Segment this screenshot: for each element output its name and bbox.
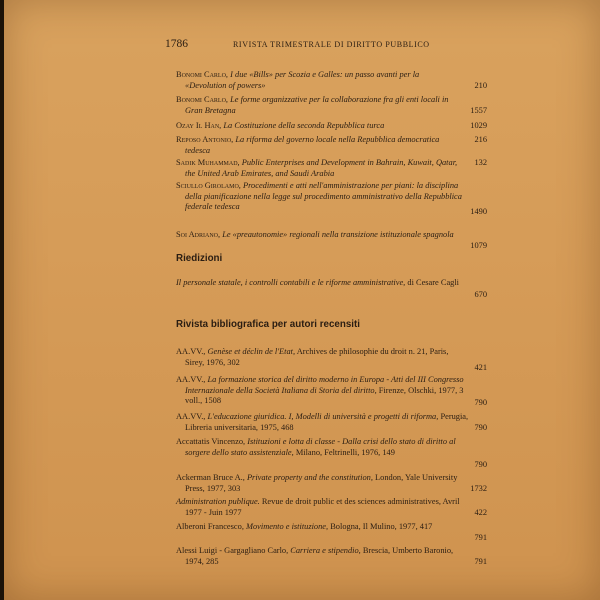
entry-title: Administration publique. (176, 497, 260, 506)
entry-page: 1732 (470, 484, 487, 493)
page-number: 1786 (165, 38, 188, 50)
entry-author: Reposo Antonio, (176, 135, 234, 144)
list-item (176, 437, 469, 458)
entry-author: Alberoni Francesco, (176, 522, 244, 531)
section-heading-rivista: Rivista bibliografica per autori recensiti (176, 319, 361, 330)
entry-page: 1490 (470, 207, 487, 216)
list-item (176, 230, 462, 241)
entry-detail: Brescia, Umberto Baronio, 1974, 285 (185, 546, 454, 566)
entry-page: 132 (474, 158, 487, 167)
running-head: RIVISTA TRIMESTRALE DI DIRITTO PUBBLICO (233, 40, 430, 49)
list-item (176, 546, 469, 567)
entry-page: 790 (474, 398, 487, 407)
entry-author: Sciullo Girolamo, (176, 181, 241, 190)
entry-title: Movimento e istituzione, (246, 522, 329, 531)
list-item (176, 121, 462, 132)
entry-detail: Revue de droit public et des sciences administratives, Avril 1977 - Juin 1977 (185, 497, 460, 517)
list-item (176, 412, 469, 433)
entry-title: Public Enterprises and Development in Bahrain, Kuwait, Qatar, the United Arab Emirates, and Saudi Arabia (185, 158, 458, 178)
entry-title: La formazione storica del diritto moderno in Europa - Atti del III Congresso Internazionale della Società Italiana di Storia del diritto, (185, 375, 464, 395)
list-item (176, 70, 462, 91)
entry-author: Bonomi Carlo, (176, 95, 229, 104)
entry-detail: Bologna, Il Mulino, 1977, 417 (330, 522, 433, 531)
entry-detail: Firenze, Olschki, 1977, 3 voll., 1508 (185, 385, 464, 406)
entry-author: Alessi Luigi - Gargagliano Carlo, (176, 546, 289, 555)
entry-page: 216 (474, 135, 487, 144)
book-page (4, 0, 600, 600)
page-header (165, 38, 488, 52)
entry-detail: di Cesare Cagli (407, 278, 460, 287)
entry-detail: Milano, Feltrinelli, 1976, 149 (295, 447, 395, 457)
entry-page: 421 (474, 363, 487, 372)
list-item (176, 278, 468, 289)
entry-page: 1029 (470, 121, 487, 130)
entry-page: 1557 (470, 106, 487, 115)
list-item (176, 347, 469, 368)
entry-title: Carriera e stipendio, (290, 546, 361, 555)
entry-author: Ackerman Bruce A., (176, 473, 245, 482)
list-item (176, 95, 462, 116)
list-item (176, 135, 462, 156)
entry-title: Le «preautonomie» regionali nella transizione istituzionale spagnola (222, 230, 454, 239)
entry-title: Le forme organizzative per la collaborazione fra gli enti locali in Gran Bretagna (185, 95, 449, 115)
entry-page: 670 (474, 290, 487, 299)
list-item (176, 522, 469, 533)
entry-detail: London, Yale University Press, 1977, 303 (185, 473, 458, 493)
list-item (176, 158, 462, 179)
entry-title: L'educazione giuridica. I, Modelli di università e progetti di riforma, (207, 412, 439, 421)
entry-author: Soi Adriano, (176, 230, 221, 239)
entry-detail: Perugia, Libreria universitaria, 1975, 468 (185, 412, 469, 432)
list-item (176, 181, 462, 213)
entry-page: 790 (474, 460, 487, 469)
section-heading-riedizioni: Riedizioni (176, 253, 223, 264)
entry-page: 791 (474, 533, 487, 542)
entry-author: Sadik Muhammad, (176, 158, 240, 167)
entry-detail: Archives de philosophie du droit n. 21, Paris, Sirey, 1976, 302 (185, 347, 449, 367)
entry-author: Accattatis Vincenzo, (176, 437, 246, 446)
entry-author: AA.VV., (176, 347, 206, 356)
entry-title: La riforma del governo locale nella Repubblica democratica tedesca (185, 135, 440, 155)
entry-title: Procedimenti e atti nell'amministrazione per piani: la disciplina della pianificazione nella legge sul procedimento amministrativo della Repubblica federale tedesca (185, 181, 462, 212)
entry-title: Istituzioni e lotta di classe - Dalla crisi dello stato di diritto al sorgere dello stato assistenziale, (185, 437, 456, 457)
entry-title: I due «Bills» per Scozia e Galles: un passo avanti per la «Devolution of powers» (185, 70, 420, 90)
entry-page: 422 (474, 508, 487, 517)
entry-author: Bonomi Carlo, (176, 70, 229, 79)
list-item (176, 375, 469, 407)
entry-author: AA.VV., (176, 375, 206, 384)
entry-author: Ozay Il Han, (176, 121, 222, 130)
entry-title: Il personale statale, i controlli contabili e le riforme amministrative, (176, 278, 406, 287)
entry-page: 210 (474, 81, 487, 90)
entry-title: Genèse et déclin de l'Etat, (207, 347, 296, 356)
entry-title: La Costituzione della seconda Repubblica turca (223, 121, 385, 130)
entry-page: 790 (474, 423, 487, 432)
entry-title: Private property and the constitution, (246, 473, 373, 482)
list-item (176, 473, 469, 494)
entry-page: 791 (474, 557, 487, 566)
entry-author: AA.VV., (176, 412, 206, 421)
list-item (176, 497, 469, 518)
entry-page: 1079 (470, 241, 487, 250)
